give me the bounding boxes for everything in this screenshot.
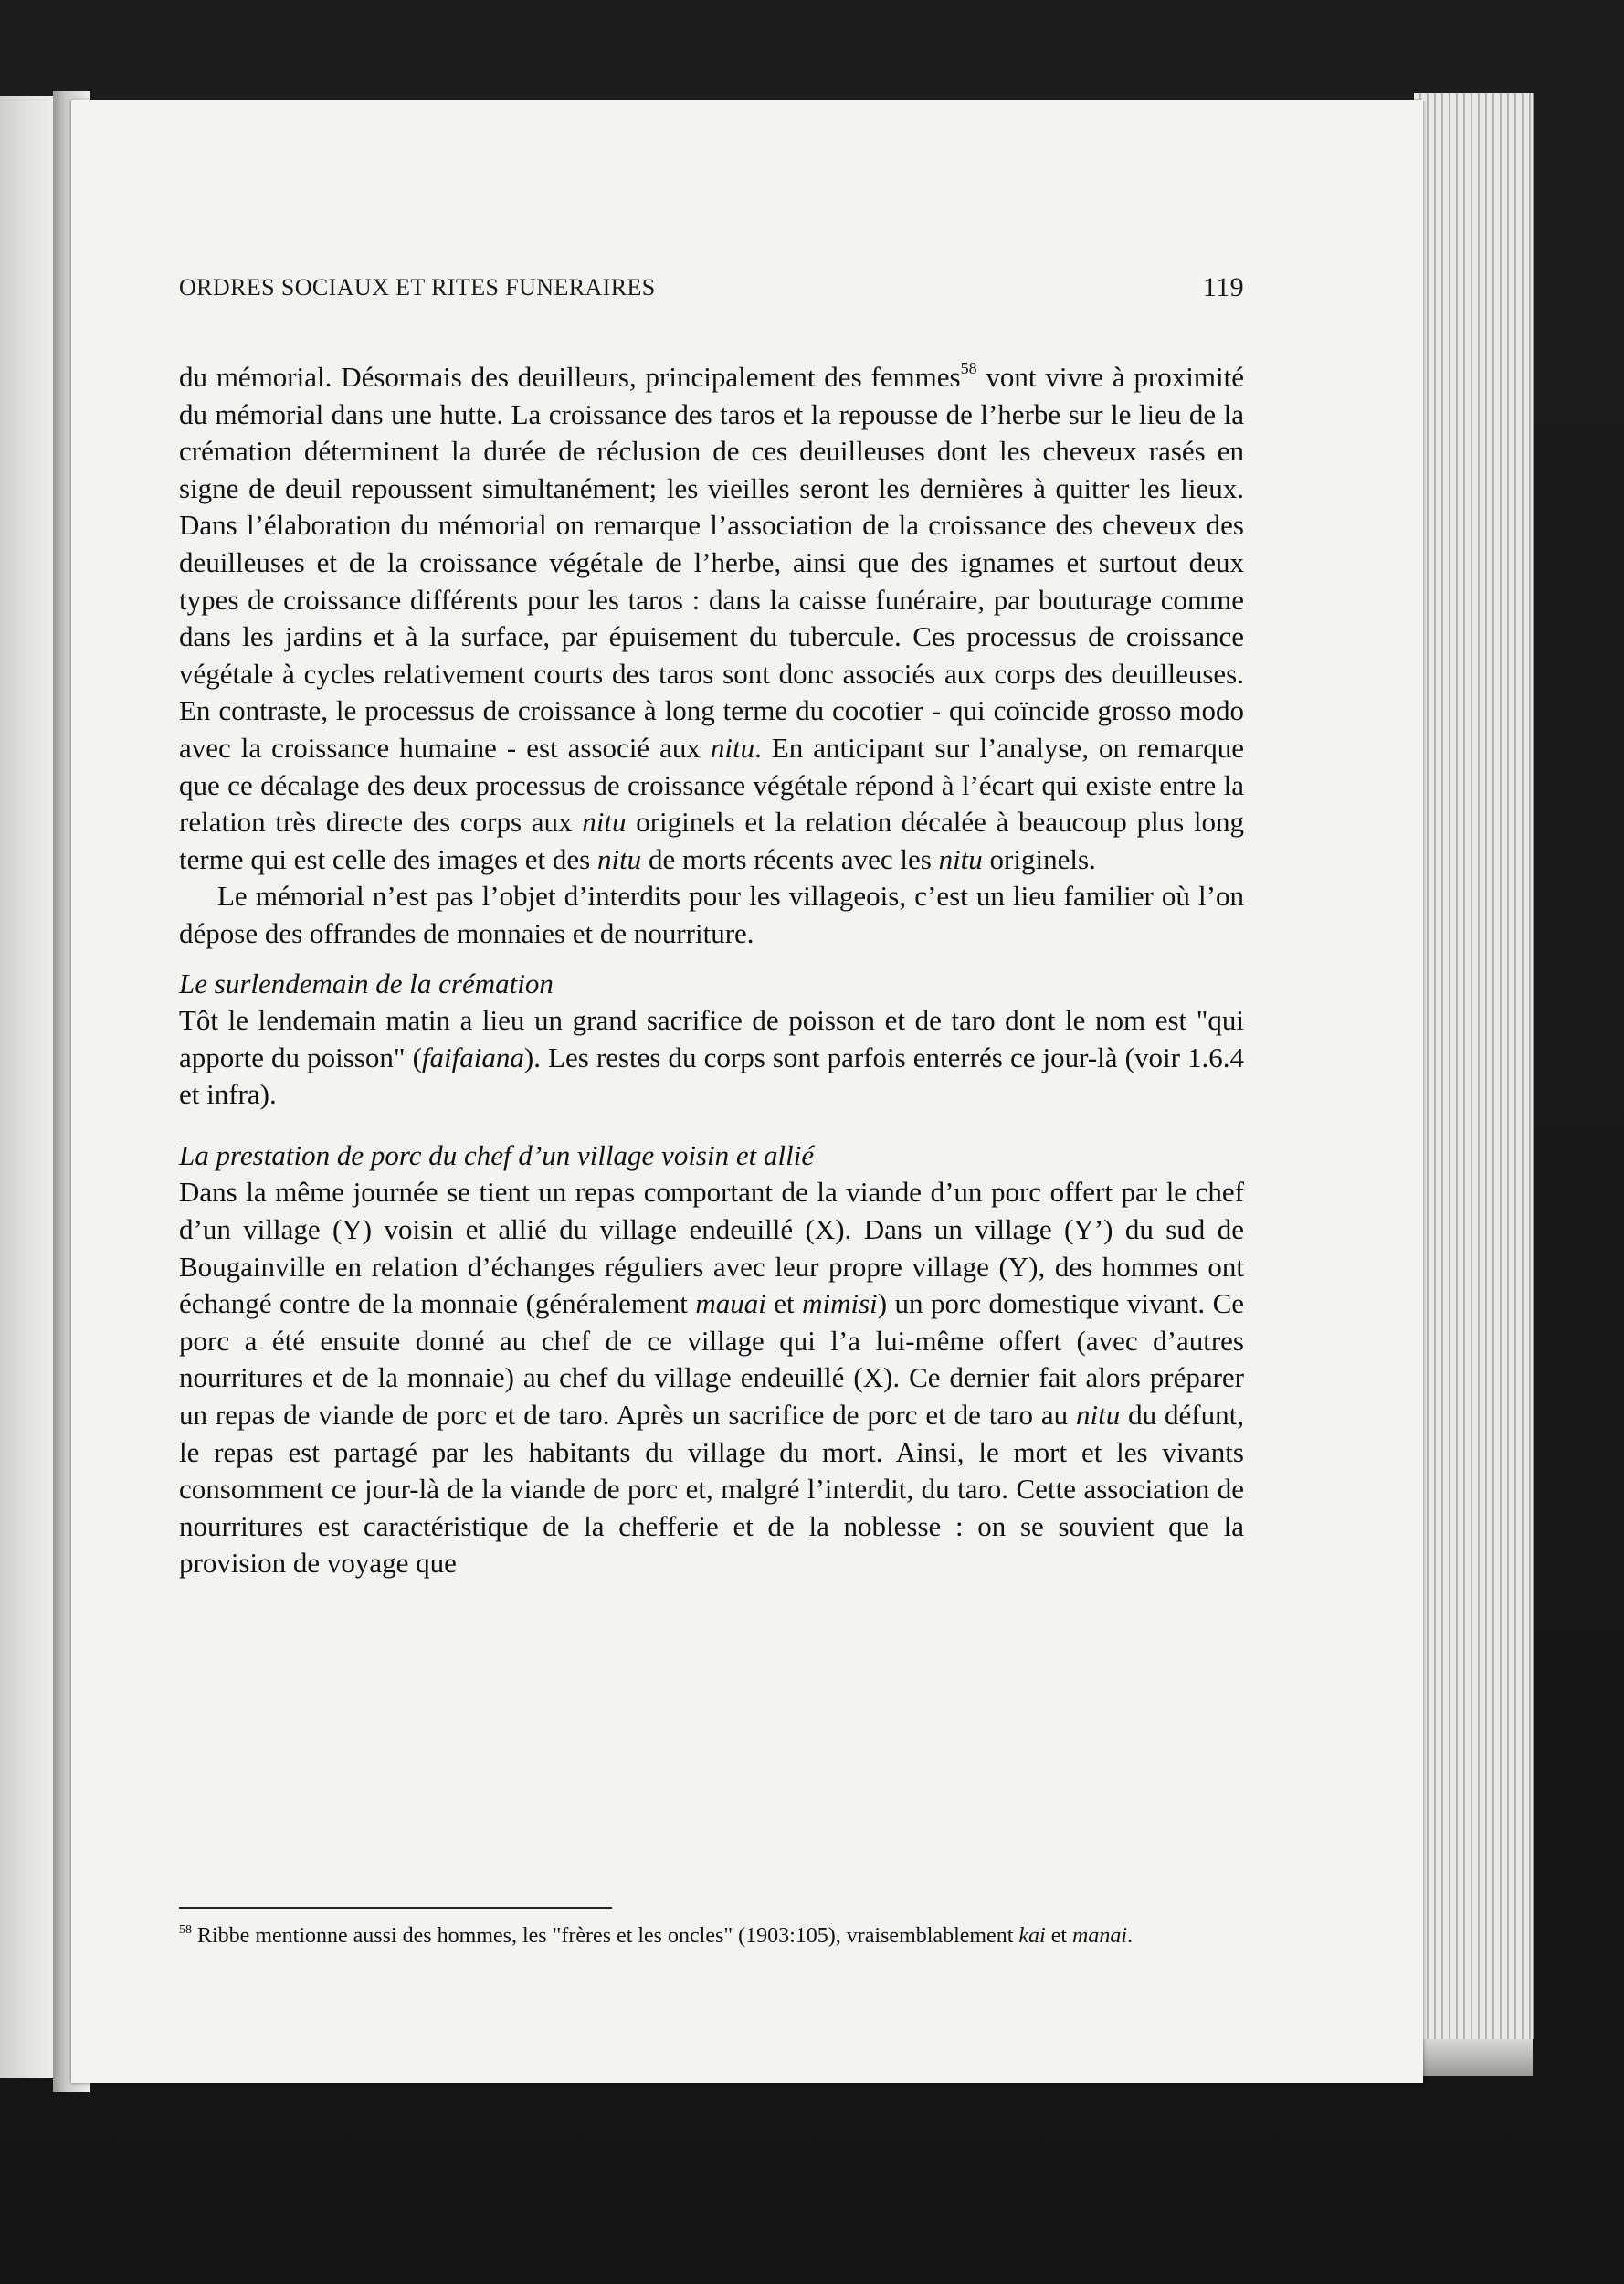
running-head-title: ORDRES SOCIAUX ET RITES FUNERAIRES xyxy=(179,274,656,301)
footnote-mark: 58 xyxy=(179,1923,192,1937)
body-text xyxy=(179,359,1244,1582)
italic-term: manai xyxy=(1072,1924,1128,1948)
italic-term: mimisi xyxy=(802,1287,878,1320)
page-stack-edge xyxy=(1414,93,1534,2039)
running-head xyxy=(179,274,1244,311)
section-heading: Le surlendemain de la crémation xyxy=(179,967,554,999)
italic-term: kai xyxy=(1018,1924,1046,1948)
italic-term: nitu xyxy=(582,806,627,839)
italic-term: nitu xyxy=(1076,1399,1121,1432)
footnote-rule xyxy=(179,1907,612,1909)
footnote-ref: 58 xyxy=(960,359,977,377)
paragraph: du mémorial. Désormais des deuilleurs, principalement des femmes$^{58}$ vont vivre à proximité du mémorial dans une hutte. La croissance des taros et la repousse de l’herbe sur le lieu de la crémation déterminent la durée de réclusion de ces deuilleuses dont les cheveux rasés en signe de deuil repoussent simultanément; les vieilles seront les dernières à quitter les lieux. Dans l’élaboration du mémorial on remarque l’association de la croissance des cheveux des deuilleuses et de la croissance végétale de l’herbe, ainsi que des ignames et surtout deux types de croissance différents pour les taros : dans la caisse funéraire, par bouturage comme dans les jardins et à la surface, par épuisement du tubercule. Ces processus de croissance végétale à cycles relativement courts des taros sont donc associés aux corps des deuilleuses. En contraste, le processus de croissance à long terme du cocotier - qui coïncide grosso modo avec la croissance humaine - est associé aux nitu. En anticipant sur l’analyse, on remarque que ce décalage des deux processus de croissance végétale répond à l’écart qui existe entre la relation très directe des corps aux nitu originels et la relation décalée à beaucoup plus long terme qui est celle des images et des nitu de morts récents avec les nitu originels. xyxy=(179,359,1244,875)
italic-term: nitu xyxy=(710,731,755,764)
paragraph: Tôt le lendemain matin a lieu un grand sacrifice de poisson et de taro dont le nom est "qui apporte du poisson" (faifaiana). Les restes du corps sont parfois enterrés ce jour-là (voir 1.6.4 et infra). xyxy=(179,1004,1244,1111)
paragraph: Dans la même journée se tient un repas comportant de la viande d’un porc offert par le chef d’un village (Y) voisin et allié du village endeuillé (X). Dans un village (Y’) du sud de Bougainville en relation d’échanges réguliers avec leur propre village (Y), des hommes ont échangé contre de la monnaie (généralement mauai et mimisi) un porc domestique vivant. Ce porc a été ensuite donné au chef de ce village qui l’a lui-même offert (avec d’autres nourritures et de la monnaie) au chef du village endeuillé (X). Ce dernier fait alors préparer un repas de viande de porc et de taro. Après un sacrifice de porc et de taro au nitu du défunt, le repas est partagé par les habitants du village du mort. Ainsi, le mort et les vivants consomment ce jour-là de la viande de porc et, malgré l’interdit, du taro. Cette association de nourritures est caractéristique de la chefferie et de la noblesse : on se souvient que la provision de voyage que xyxy=(179,1176,1245,1580)
italic-term: faifaiana xyxy=(421,1041,524,1073)
italic-term: nitu xyxy=(938,842,983,875)
paragraph: Le mémorial n’est pas l’objet d’interdits pour les villageois, c’est un lieu familier où l’on dépose des offrandes de monnaies et de nourriture. xyxy=(179,880,1244,949)
footnote xyxy=(179,1921,1244,1951)
italic-term: nitu xyxy=(596,842,642,875)
page-number: 119 xyxy=(1202,272,1244,302)
italic-term: mauai xyxy=(695,1287,766,1320)
footnote-text: Ribbe mentionne aussi des hommes, les "frères et les oncles" (1903:105), vraisemblablement kai et manai. xyxy=(192,1924,1134,1948)
section-heading: La prestation de porc du chef d’un village voisin et allié xyxy=(179,1138,815,1171)
page-stack-bottom xyxy=(1414,2039,1533,2076)
